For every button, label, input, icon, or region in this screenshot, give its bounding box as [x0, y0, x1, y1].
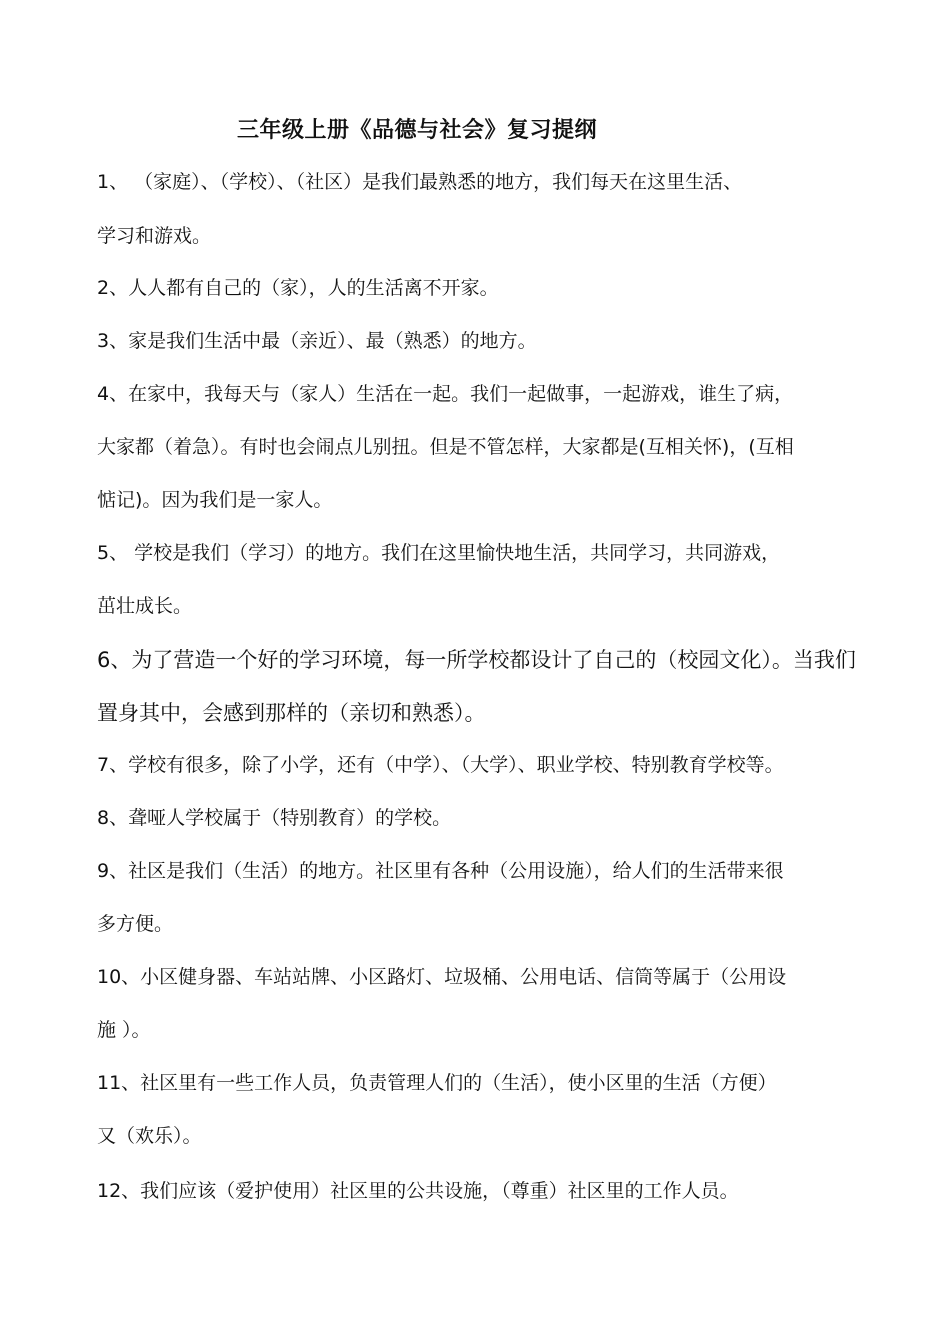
document-title: 三年级上册《品德与社会》复习提纲: [237, 118, 598, 143]
text-line: 大家都（着急）。有时也会闹点儿别扭。但是不管怎样，大家都是(互相关怀)，(互相: [97, 436, 794, 458]
text-line: 7、学校有很多，除了小学，还有（中学）、（大学）、职业学校、特别教育学校等。: [97, 754, 784, 776]
text-line: 多方便。: [97, 913, 174, 935]
text-line: 置身其中，会感到那样的（亲切和熟悉）。: [97, 701, 486, 725]
text-line: 1、 （家庭）、（学校）、（社区）是我们最熟悉的地方，我们每天在这里生活、: [97, 171, 743, 193]
text-line: 3、家是我们生活中最（亲近）、最（熟悉）的地方。: [97, 330, 537, 352]
text-line: 11、社区里有一些工作人员，负责管理人们的（生活），使小区里的生活（方便）: [97, 1072, 777, 1094]
text-line: 茁壮成长。: [97, 595, 193, 617]
text-line: 5、 学校是我们（学习）的地方。我们在这里愉快地生活，共同学习，共同游戏，: [97, 542, 781, 564]
text-line: 惦记)。因为我们是一家人。: [97, 489, 333, 511]
text-line: 8、聋哑人学校属于（特别教育）的学校。: [97, 807, 452, 829]
text-line: 9、社区是我们（生活）的地方。社区里有各种（公用设施），给人们的生活带来很: [97, 860, 784, 882]
text-line: 学习和游戏。: [97, 225, 212, 247]
text-line: 12、我们应该（爱护使用）社区里的公共设施，（尊重）社区里的工作人员。: [97, 1180, 739, 1202]
text-line: 2、人人都有自己的（家），人的生活离不开家。: [97, 277, 499, 299]
text-line: 10、小区健身器、车站站牌、小区路灯、垃圾桶、公用电话、信筒等属于（公用设: [97, 966, 787, 988]
text-line: 4、在家中，我每天与（家人）生活在一起。我们一起做事，一起游戏，谁生了病，: [97, 383, 794, 405]
text-line: 6、为了营造一个好的学习环境，每一所学校都设计了自己的（校园文化）。当我们: [97, 648, 856, 672]
text-line: 又（欢乐）。: [97, 1125, 202, 1147]
text-line: 施 ）。: [97, 1019, 151, 1041]
